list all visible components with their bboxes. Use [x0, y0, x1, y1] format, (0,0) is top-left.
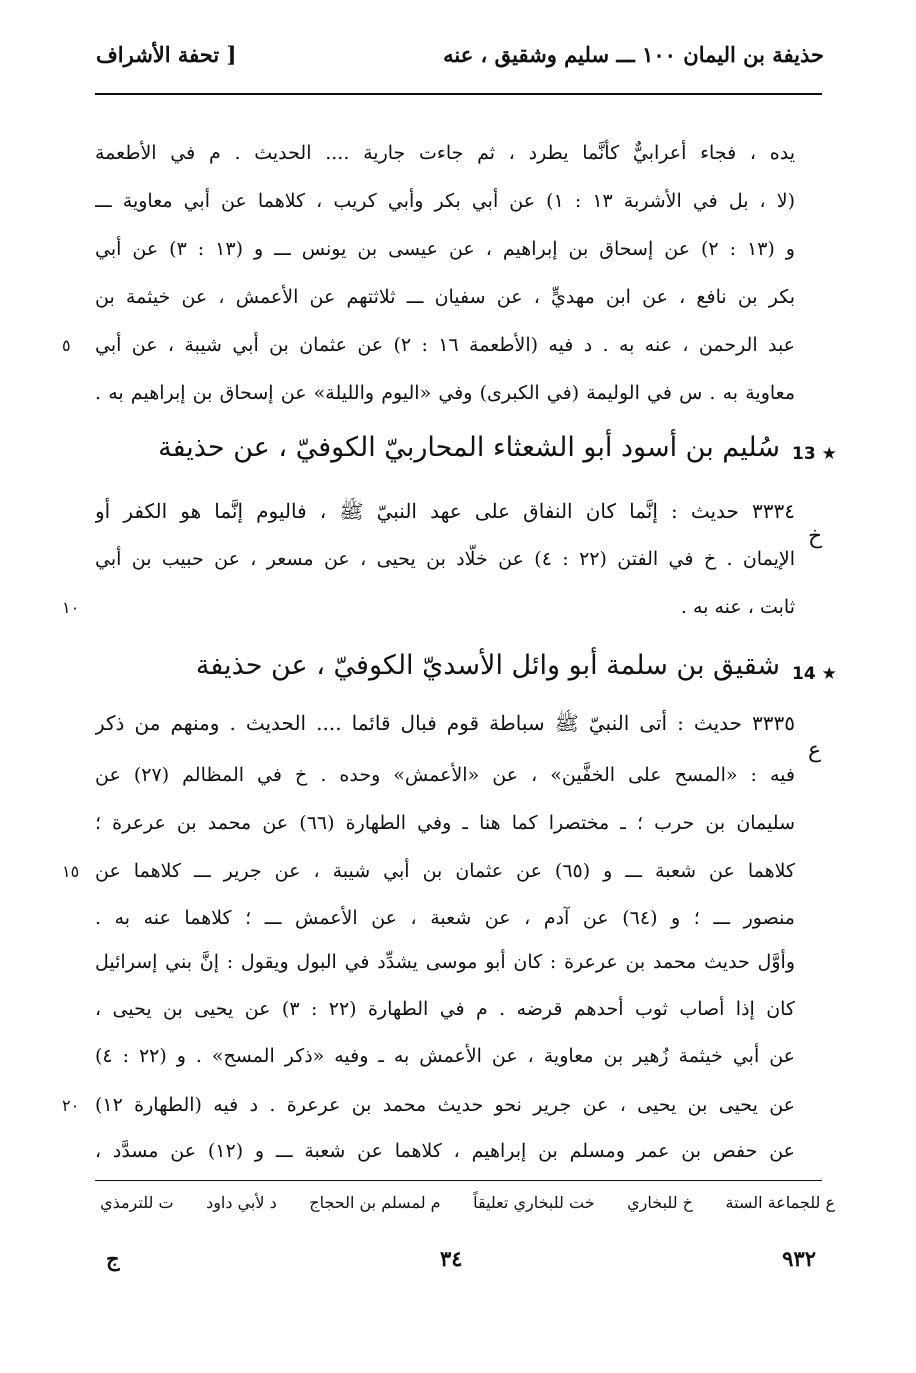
sigla-item: خ للبخاري	[627, 1193, 693, 1212]
text-line: ثابت ، عنه به .	[680, 596, 795, 618]
line-number: ١٠	[62, 598, 80, 617]
text-line: الإيمان . خ في الفتن (٢٢ : ٤) عن خلَّاد بن يحيى ، عن مسعر ، عن حبيب بن أبي	[95, 548, 795, 570]
text-line: عن يحيى بن يحيى ، عن جرير نحو حديث محمد بن عرعرة . د فيه (الطهارة ١٢)	[95, 1094, 795, 1116]
text-line: معاوية به . س في الوليمة (في الكبرى) وفي «اليوم والليلة» عن إسحاق بن إبراهيم به .	[95, 382, 795, 404]
sigla-item: م لمسلم بن الحجاج	[309, 1193, 441, 1212]
text-line: منصور ـــ ؛ و (٦٤) عن آدم ، عن شعبة ، عن الأعمش ـــ ؛ كلاهما عنه به .	[95, 907, 795, 929]
line-number: ٥	[62, 336, 71, 355]
entry-number: 14 ★	[792, 664, 837, 684]
text-line: وأوَّل حديث محمد بن عرعرة : كان أبو موسى يشدِّد في البول ويقول : إنَّ بني إسرائيل	[95, 951, 795, 973]
text-line: بكر بن نافع ، عن ابن مهديٍّ ، عن سفيان ـــ ثلاثتهم عن الأعمش ، عن خيثمة بن	[95, 286, 795, 308]
sigla-item: خت للبخاري تعليقاً	[473, 1193, 595, 1212]
line-number: ٢٠	[62, 1096, 80, 1115]
volume-letter: ج	[106, 1246, 120, 1271]
hadith-line: ٣٣٣٤ حديث : إنَّما كان النفاق على عهد النبيّ ﷺ ، فاليوم إنَّما هو الكفر أو	[95, 499, 795, 523]
text-line: فيه : «المسح على الخفَّين» ، عن «الأعمش» وحده . خ في المظالم (٢٧) عن	[95, 764, 795, 786]
entry-number: 13 ★	[792, 444, 837, 464]
text-line: و (١٣ : ٢) عن إسحاق بن إبراهيم ، عن عيسى بن يونس ـــ و (١٣ : ٣) عن أبي	[95, 238, 795, 260]
hadith-line: ٣٣٣٥ حديث : أتى النبيّ ﷺ سباطة قوم فبال قائما .... الحديث . ومنهم من ذكر	[95, 711, 795, 735]
text-line: عن حفص بن عمر ومسلم بن إبراهيم ، كلاهما عن شعبة ـــ و (١٢) عن مسدَّد ،	[95, 1140, 795, 1162]
header-rule	[95, 93, 822, 95]
sigla-item: د لأبي داود	[206, 1193, 277, 1212]
text-line: عبد الرحمن ، عنه به . د فيه (الأطعمة ١٦ : ٢) عن عثمان بن أبي شيبة ، عن أبي	[95, 334, 795, 356]
sigla-item: ت للترمذي	[100, 1193, 174, 1212]
text-line: عن أبي خيثمة زُهير بن معاوية ، عن الأعمش به ـ وفيه «ذكر المسح» . و (٢٢ : ٤)	[95, 1045, 795, 1067]
signature-number: ٣٤	[440, 1246, 463, 1271]
text-line: يده ، فجاء أعرابيٌّ كأنَّما يطرد ، ثم جاءت جارية .... الحديث . م في الأطعمة	[95, 142, 795, 164]
source-siglum: ع	[808, 738, 822, 763]
page-number: ٩٣٢	[782, 1246, 816, 1271]
entry-title: سُليم بن أسود أبو الشعثاء المحاربيّ الكوفيّ ، عن حذيفة	[158, 432, 780, 463]
source-siglum: خ	[808, 524, 823, 549]
text-line: (لا ، بل في الأشربة ١٣ : ١) عن أبي بكر وأبي كريب ، كلاهما عن أبي معاوية ـــ	[95, 190, 795, 212]
sigla-key	[100, 1193, 835, 1212]
line-number: ١٥	[62, 862, 80, 881]
entry-title: شقيق بن سلمة أبو وائل الأسديّ الكوفيّ ، عن حذيفة	[195, 650, 780, 681]
text-line: سليمان بن حرب ؛ ـ مختصرا كما هنا ـ وفي الطهارة (٦٦) عن محمد بن عرعرة ؛	[95, 812, 795, 834]
text-line: كلاهما عن شعبة ـــ و (٦٥) عن عثمان بن أبي شيبة ، عن جرير ـــ كلاهما عن	[95, 860, 795, 882]
running-header-book: [ تحفة الأشراف	[96, 42, 237, 67]
running-header-title: حذيفة بن اليمان ١٠٠ ـــ سليم وشقيق ، عنه	[443, 42, 824, 67]
sigla-item: ع للجماعة الستة	[725, 1193, 835, 1212]
text-line: كان إذا أصاب ثوب أحدهم قرضه . م في الطهارة (٢٢ : ٣) عن يحيى بن يحيى ،	[95, 998, 795, 1020]
footer-rule	[95, 1180, 822, 1181]
